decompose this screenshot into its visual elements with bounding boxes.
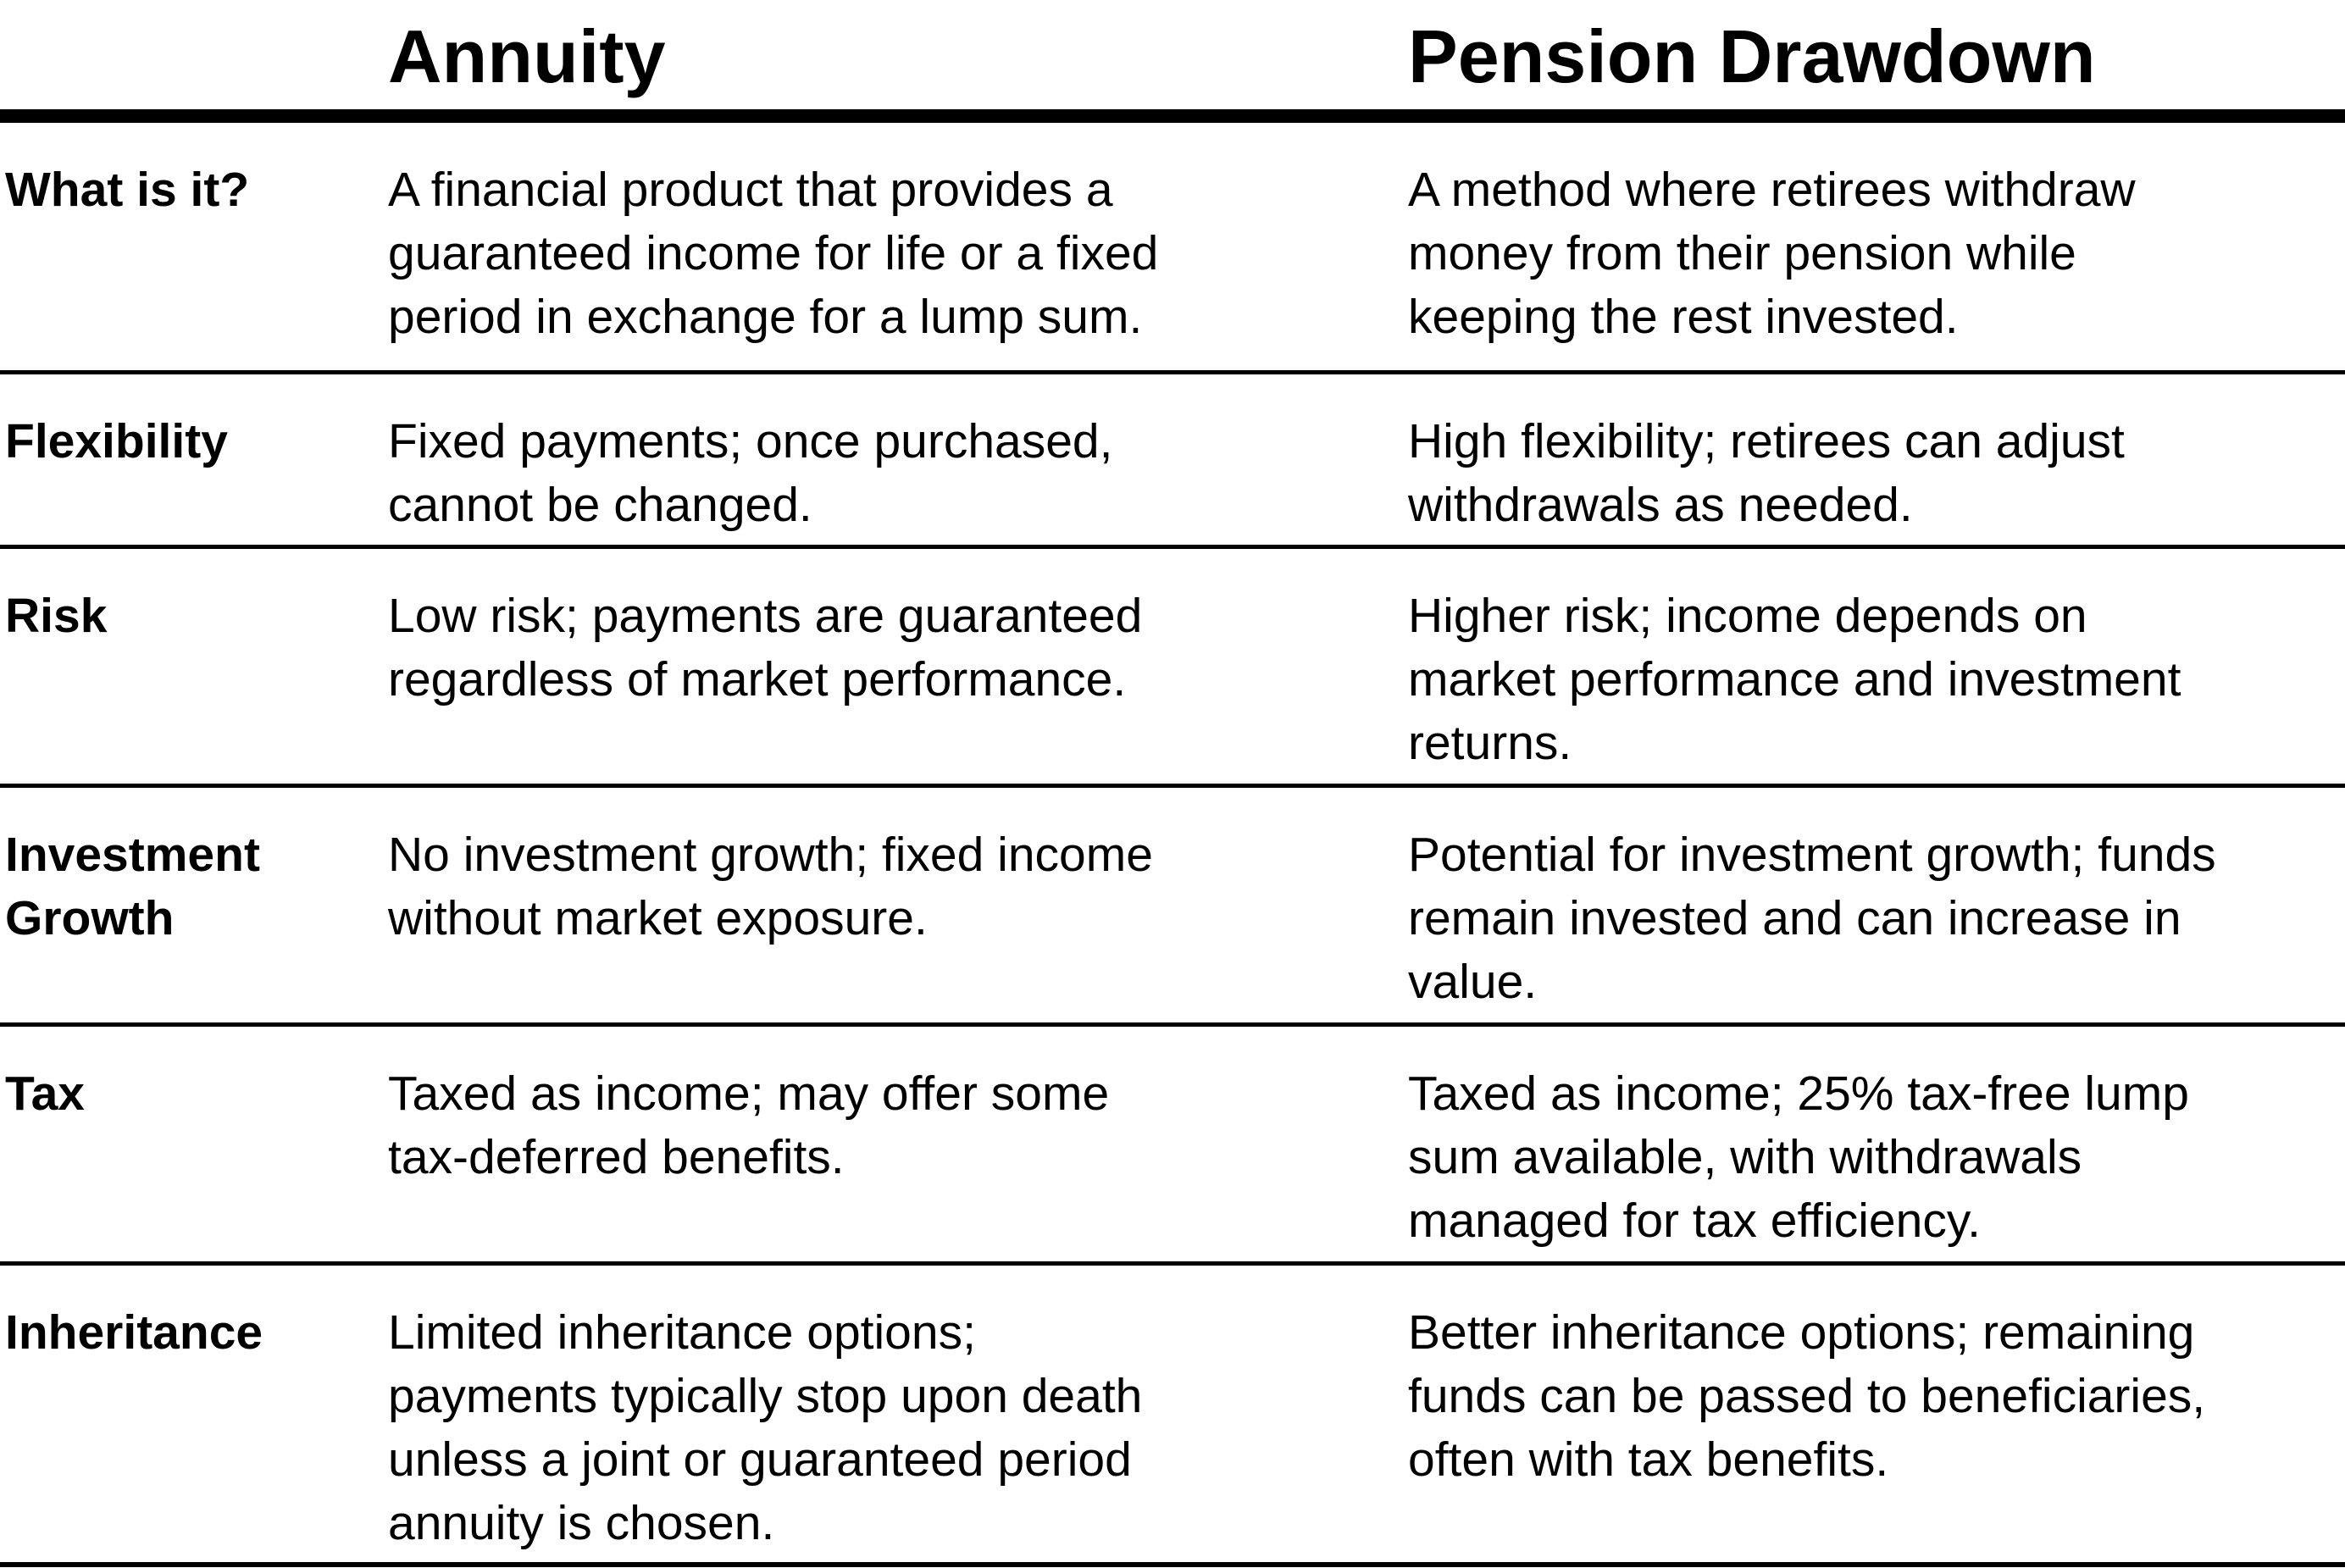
annuity-cell	[388, 410, 1112, 537]
drawdown-cell	[1408, 1062, 2189, 1253]
drawdown-cell-line: sum available, with withdrawals	[1408, 1130, 2082, 1184]
table-row-what-is-it	[0, 123, 2345, 374]
drawdown-cell-line: Taxed as income; 25% tax-free lump	[1408, 1067, 2189, 1121]
row-label	[5, 585, 107, 648]
row-label-line: Growth	[5, 891, 175, 945]
row-label	[5, 410, 228, 474]
drawdown-cell	[1408, 1301, 2205, 1492]
drawdown-cell-line: managed for tax efficiency.	[1408, 1194, 1981, 1248]
column-header-pension-drawdown: Pension Drawdown	[1408, 14, 2096, 98]
annuity-cell-line: annuity is chosen.	[388, 1496, 775, 1550]
annuity-cell	[388, 1062, 1109, 1189]
annuity-cell-line: period in exchange for a lump sum.	[388, 290, 1143, 344]
row-label-line: Tax	[5, 1067, 85, 1121]
row-label-line: Risk	[5, 589, 108, 643]
annuity-cell	[388, 1301, 1142, 1555]
row-label	[5, 1062, 85, 1126]
row-label-line: Flexibility	[5, 414, 228, 468]
row-label	[5, 823, 260, 950]
row-label	[5, 1301, 263, 1365]
annuity-cell	[388, 823, 1153, 950]
row-label-line: Investment	[5, 828, 260, 882]
annuity-cell-line: No investment growth; fixed income	[388, 828, 1153, 882]
annuity-cell-line: regardless of market performance.	[388, 652, 1127, 706]
annuity-cell-line: unless a joint or guaranteed period	[388, 1432, 1132, 1487]
annuity-cell-line: Taxed as income; may offer some	[388, 1067, 1110, 1121]
drawdown-cell-line: keeping the rest invested.	[1408, 290, 1959, 344]
drawdown-cell-line: often with tax benefits.	[1408, 1432, 1889, 1487]
row-label-line: What is it?	[5, 163, 250, 217]
row-label-line: Inheritance	[5, 1305, 263, 1360]
table-row-inheritance	[0, 1266, 2345, 1567]
drawdown-cell-line: Higher risk; income depends on	[1408, 589, 2087, 643]
drawdown-cell-line: value.	[1408, 955, 1538, 1009]
annuity-cell-line: without market exposure.	[388, 891, 928, 945]
drawdown-cell-line: remain invested and can increase in	[1408, 891, 2181, 945]
drawdown-cell	[1408, 410, 2125, 537]
column-header-annuity: Annuity	[388, 14, 666, 98]
annuity-cell-line: A financial product that provides a	[388, 163, 1113, 217]
table-row-investment-growth	[0, 788, 2345, 1027]
drawdown-cell-line: A method where retirees withdraw	[1408, 163, 2136, 217]
drawdown-cell-line: funds can be passed to beneficiaries,	[1408, 1369, 2206, 1423]
annuity-cell-line: payments typically stop upon death	[388, 1369, 1143, 1423]
table-header	[0, 0, 2345, 123]
drawdown-cell-line: money from their pension while	[1408, 226, 2076, 280]
annuity-cell	[388, 158, 1158, 349]
drawdown-cell	[1408, 823, 2216, 1014]
drawdown-cell-line: returns.	[1408, 716, 1572, 770]
annuity-cell	[388, 585, 1142, 712]
annuity-cell-line: guaranteed income for life or a fixed	[388, 226, 1159, 280]
annuity-cell-line: Fixed payments; once purchased,	[388, 414, 1113, 468]
annuity-cell-line: cannot be changed.	[388, 478, 812, 532]
drawdown-cell	[1408, 158, 2136, 349]
drawdown-cell-line: withdrawals as needed.	[1408, 478, 1913, 532]
drawdown-cell	[1408, 585, 2181, 775]
annuity-cell-line: Limited inheritance options;	[388, 1305, 976, 1360]
row-label	[5, 158, 249, 222]
table-row-flexibility	[0, 374, 2345, 549]
annuity-cell-line: tax-deferred benefits.	[388, 1130, 845, 1184]
drawdown-cell-line: High flexibility; retirees can adjust	[1408, 414, 2125, 468]
drawdown-cell-line: Better inheritance options; remaining	[1408, 1305, 2195, 1360]
table-row-risk	[0, 549, 2345, 788]
table-row-tax	[0, 1027, 2345, 1266]
drawdown-cell-line: market performance and investment	[1408, 652, 2181, 706]
annuity-cell-line: Low risk; payments are guaranteed	[388, 589, 1143, 643]
drawdown-cell-line: Potential for investment growth; funds	[1408, 828, 2216, 882]
